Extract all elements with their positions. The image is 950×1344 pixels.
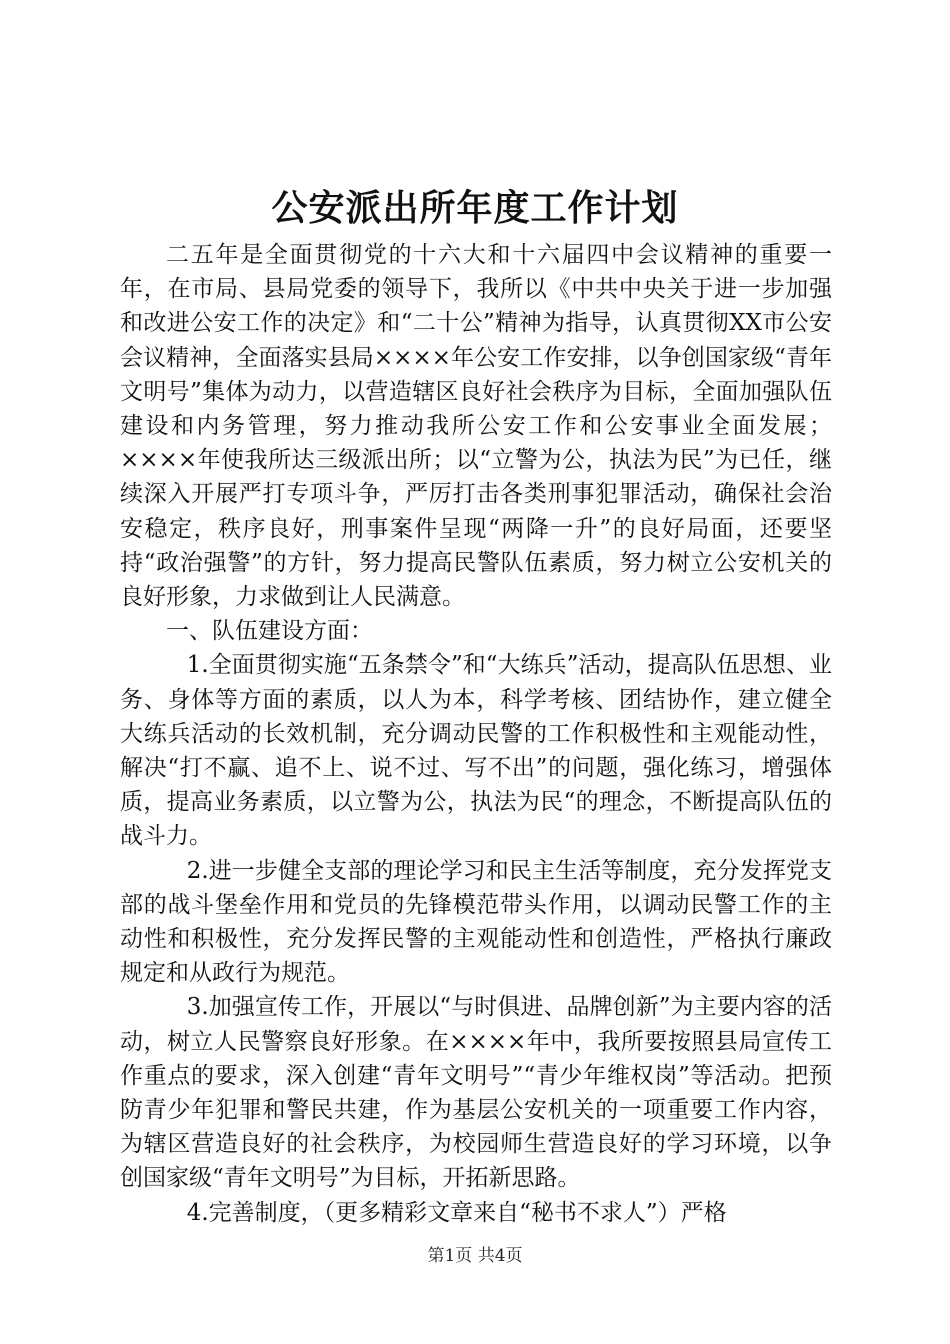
list-item-4: 4.完善制度，（更多精彩文章来自“秘书不求人”）严格	[186, 1199, 727, 1226]
section-heading-team-building: 一、队伍建设方面：	[166, 618, 373, 645]
document-title: 公安派出所年度工作计划	[271, 187, 679, 229]
list-item-1: 1.全面贯彻实施“五条禁令”和“大练兵”活动，提高队伍思想、业务、身体等方面的素质，以人为本，科学考核、团结协作，建立健全大练兵活动的长效机制，充分调动民警的工作积极性和主观能动性，解决“打不赢、追不上、说不过、写不出”的问题，强化练习，增强体质，提高业务素质，以立警为公，执法为民“的理念，不断提高队伍的战斗力。	[120, 652, 832, 850]
intro-paragraph: 二五年是全面贯彻党的十六大和十六届四中会议精神的重要一年，在市局、县局党委的领导下，我所以《中共中央关于进一步加强和改进公安工作的决定》和“二十公”精神为指导，认真贯彻XX市公安会议精神，全面落实县局××××年公安工作安排，以争创国家级“青年文明号”集体为动力，以营造辖区良好社会秩序为目标，全面加强队伍建设和内务管理，努力推动我所公安工作和公安事业全面发展；××××年使我所达三级派出所；以“立警为公，执法为民”为已任，继续深入开展严打专项斗争，严厉打击各类刑事犯罪活动，确保社会治安稳定，秩序良好，刑事案件呈现“两降一升”的良好局面，还要坚持“政治强警”的方针，努力提高民警队伍素质，努力树立公安机关的良好形象，力求做到让人民满意。	[120, 242, 832, 611]
list-item-3: 3.加强宣传工作，开展以“与时俱进、品牌创新”为主要内容的活动，树立人民警察良好形象。在××××年中，我所要按照县局宣传工作重点的要求，深入创建“青年文明号”“青少年维权岗”等活动。把预防青少年犯罪和警民共建，作为基层公安机关的一项重要工作内容，为辖区营造良好的社会秩序，为校园师生营造良好的学习环境，以争创国家级“青年文明号”为目标，开拓新思路。	[120, 994, 832, 1192]
document-body	[120, 238, 832, 1230]
page-footer: 第1页 共4页	[427, 1246, 523, 1266]
list-item-2: 2.进一步健全支部的理论学习和民主生活等制度，充分发挥党支部的战斗堡垒作用和党员的先锋模范带头作用，以调动民警工作的主动性和积极性，充分发挥民警的主观能动性和创造性，严格执行廉政规定和从政行为规范。	[120, 857, 832, 987]
